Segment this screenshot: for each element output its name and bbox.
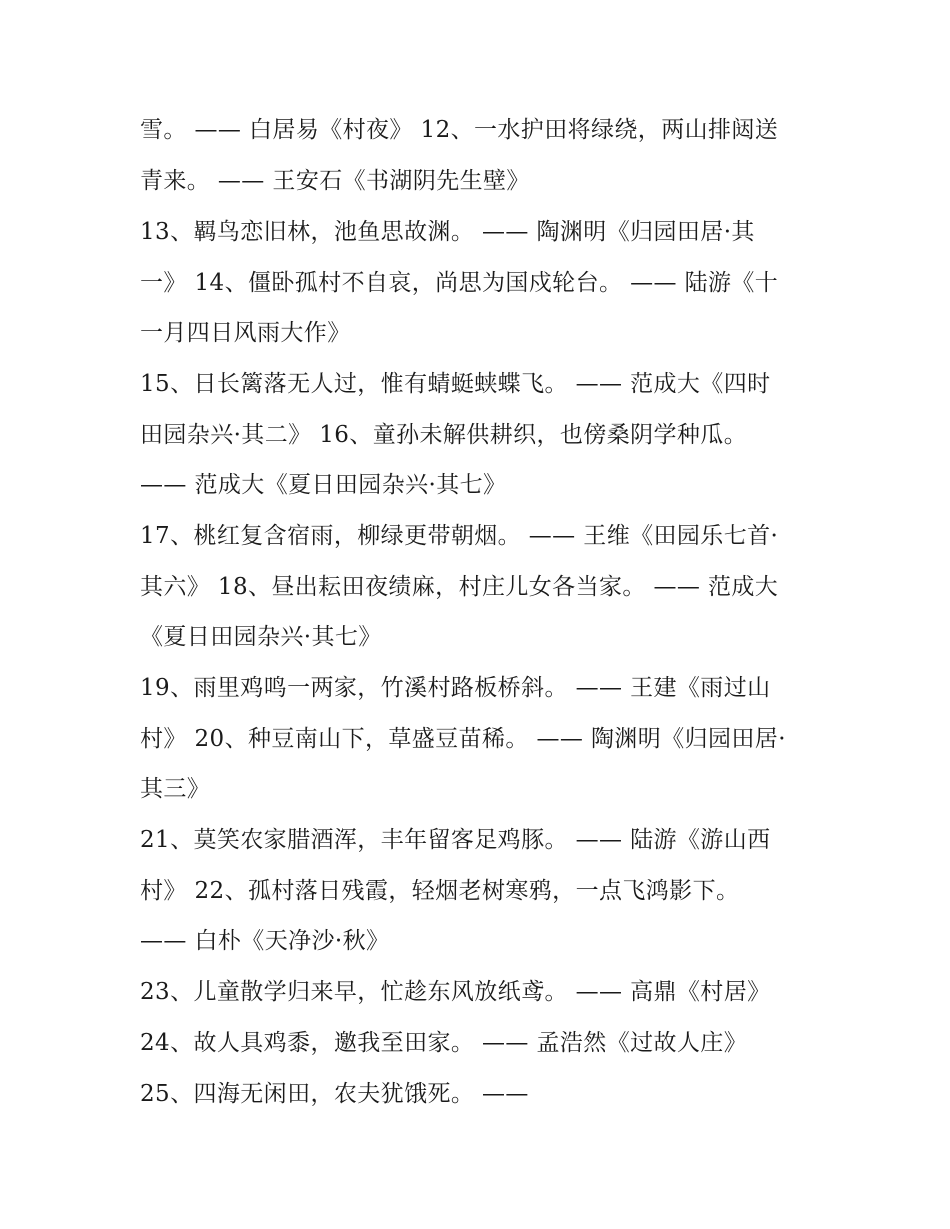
text-line: 一月四日风雨大作》 (140, 320, 351, 346)
text-line: 24、故人具鸡黍，邀我至田家。 —— 孟浩然《过故人庄》 (140, 1030, 748, 1056)
text-line: 17、桃红复含宿雨，柳绿更带朝烟。 —— 王维《田园乐七首· (140, 523, 779, 549)
text-line: 23、儿童散学归来早，忙趁东风放纸鸢。 —— 高鼎《村居》 (140, 979, 771, 1005)
text-line: —— 范成大《夏日田园杂兴·其七》 (140, 472, 507, 498)
text-line: 19、雨里鸡鸣一两家，竹溪村路板桥斜。 —— 王建《雨过山 (140, 675, 771, 701)
text-line: —— 白朴《天净沙·秋》 (140, 928, 390, 954)
text-line: 15、日长篱落无人过，惟有蜻蜓蛱蝶飞。 —— 范成大《四时 (140, 371, 771, 397)
text-line: 雪。 —— 白居易《村夜》 12、一水护田将绿绕，两山排闼送 (140, 117, 779, 143)
text-line: 其三》 (140, 776, 211, 802)
text-line: 《夏日田园杂兴·其七》 (140, 624, 382, 650)
text-line: 25、四海无闲田，农夫犹饿死。 —— (140, 1081, 529, 1107)
text-line: 青来。 —— 王安石《书湖阴先生壁》 (140, 168, 530, 194)
text-line: 村》 22、孤村落日残霞，轻烟老树寒鸦，一点飞鸿影下。 (140, 878, 740, 904)
text-line: 13、羁鸟恋旧林，池鱼思故渊。 —— 陶渊明《归园田居·其 (140, 219, 755, 245)
text-line: 一》 14、僵卧孤村不自哀，尚思为国戍轮台。 —— 陆游《十 (140, 270, 779, 296)
text-line: 21、莫笑农家腊酒浑，丰年留客足鸡豚。 —— 陆游《游山西 (140, 827, 771, 853)
text-line: 其六》 18、昼出耘田夜绩麻，村庄儿女各当家。 —— 范成大 (140, 574, 779, 600)
text-line: 村》 20、种豆南山下，草盛豆苗稀。 —— 陶渊明《归园田居· (140, 726, 786, 752)
text-line: 田园杂兴·其二》 16、童孙未解供耕织，也傍桑阴学种瓜。 (140, 422, 748, 448)
